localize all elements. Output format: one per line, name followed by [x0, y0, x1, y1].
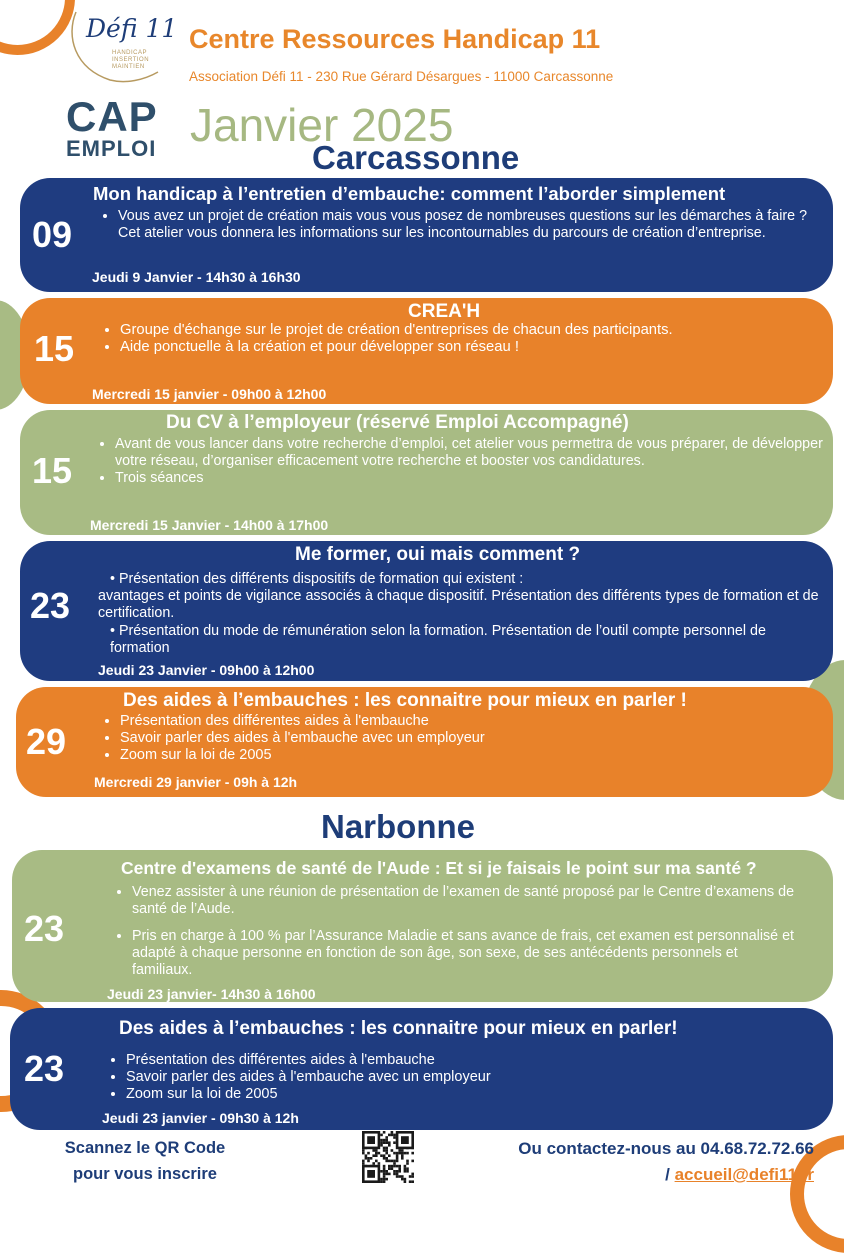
org-address: Association Défi 11 - 230 Rue Gérard Désargues - 11000 Carcassonne	[189, 69, 614, 84]
event-bullet: • Savoir parler des aides à l'embauche avec un employeur	[126, 1069, 726, 1086]
cap-emploi-logo	[66, 93, 166, 161]
defi11-logo-tagline: HANDICAP INSERTION MAINTIEN	[112, 50, 150, 70]
event-card	[20, 541, 833, 681]
event-datetime: Jeudi 23 janvier - 09h30 à 12h	[102, 1110, 299, 1126]
event-bullet: • Zoom sur la loi de 2005	[120, 747, 720, 764]
event-bullet: • Aide ponctuelle à la création et pour développer son réseau !	[120, 339, 740, 356]
event-bullet: • Présentation des différentes aides à l'embauche	[126, 1052, 726, 1069]
event-bullets	[114, 884, 802, 979]
decor-orange-circle-top-left	[0, 0, 75, 55]
event-card	[20, 178, 833, 292]
event-card	[12, 850, 833, 1002]
event-bullet: • Trois séances	[115, 470, 844, 487]
scan-line-2: pour vous inscrire	[73, 1165, 217, 1183]
event-bullets	[102, 322, 740, 356]
event-bullet: • Zoom sur la loi de 2005	[126, 1086, 726, 1103]
cap-logo-text: CAP	[66, 93, 158, 140]
event-title: CREA'H	[408, 301, 481, 322]
event-card	[16, 687, 833, 797]
event-bullet: • Présentation des différentes aides à l'embauche	[120, 713, 720, 730]
event-title: Me former, oui mais comment ?	[295, 544, 581, 565]
event-bullets	[102, 713, 720, 764]
city-heading-carcassonne: Carcassonne	[312, 139, 520, 176]
event-day: 29	[26, 721, 67, 762]
event-title: Des aides à l’embauches : les connaitre pour mieux en parler!	[119, 1018, 678, 1039]
contact-email-line	[440, 1162, 814, 1188]
event-bullet-continued: avantages et points de vigilance associés à chaque dispositif. Présentation des différents types de formation et de certification.	[98, 588, 819, 621]
event-title: Centre d'examens de santé de l'Aude : Et si je faisais le point sur ma santé ?	[121, 858, 757, 878]
event-datetime: Jeudi 23 janvier- 14h30 à 16h00	[107, 986, 316, 1002]
event-bullets	[108, 1052, 726, 1103]
defi11-logo-text: Défi 11	[86, 14, 178, 43]
defi11-logo	[66, 6, 178, 84]
contact-email-link[interactable]: accueil@defi11.fr	[674, 1165, 814, 1184]
org-title: Centre Ressources Handicap 11	[189, 24, 601, 54]
email-separator: /	[665, 1165, 675, 1184]
event-title: Mon handicap à l’entretien d’embauche: comment l’aborder simplement	[93, 183, 726, 204]
event-bullet: • Groupe d'échange sur le projet de création d'entreprises de chacun des participants.	[120, 322, 740, 339]
event-bullets	[97, 436, 844, 487]
event-day: 23	[24, 1048, 65, 1089]
event-title: Du CV à l’employeur (réservé Emploi Accompagné)	[166, 412, 629, 433]
event-datetime: Mercredi 29 janvier - 09h à 12h	[94, 774, 298, 790]
event-datetime: Jeudi 9 Janvier - 14h30 à 16h30	[92, 269, 301, 285]
footer-scan-text	[40, 1135, 250, 1187]
emploi-logo-text: EMPLOI	[66, 136, 157, 161]
event-card	[20, 298, 833, 404]
footer-contact	[440, 1136, 814, 1188]
event-day: 09	[32, 214, 73, 255]
scan-line-1: Scannez le QR Code	[64, 1139, 226, 1157]
event-title: Des aides à l’embauches : les connaitre pour mieux en parler !	[123, 690, 687, 711]
event-bullet: • Venez assister à une réunion de présentation de l’examen de santé proposé par le Centre d’examens de santé de l’Aude.	[132, 884, 802, 918]
event-bullet: • Savoir parler des aides à l'embauche avec un employeur	[120, 730, 720, 747]
event-bullet: • Présentation des différents dispositifs de formation qui existent :	[110, 571, 524, 587]
event-day: 23	[24, 908, 65, 949]
event-day: 23	[30, 585, 71, 626]
event-datetime: Mercredi 15 Janvier - 14h00 à 17h00	[90, 517, 329, 533]
event-bullets	[100, 208, 818, 242]
event-bullet: • Pris en charge à 100 % par l’Assurance Maladie et sans avance de frais, cet examen est personnalisé et adapté à chaque personne en fonction de son âge, son sexe, de ses antécédents personnels et familiaux.	[132, 928, 802, 979]
event-datetime: Jeudi 23 Janvier - 09h00 à 12h00	[98, 662, 315, 678]
event-day: 15	[34, 328, 75, 369]
event-bullet: • Avant de vous lancer dans votre recherche d’emploi, cet atelier vous permettra de vous préparer, de développer votre réseau, d’organiser efficacement votre recherche et booster vos candidatures.	[115, 436, 844, 470]
city-heading-narbonne: Narbonne	[321, 808, 476, 845]
month-heading: Janvier 2025	[190, 99, 454, 151]
event-card	[20, 410, 833, 535]
contact-phone: Ou contactez-nous au 04.68.72.72.66	[518, 1139, 814, 1158]
event-card	[10, 1008, 833, 1130]
event-bullet: • Vous avez un projet de création mais vous vous posez de nombreuses questions sur les démarches à faire ? Cet atelier vous donnera les informations sur les incontournables du parcours de création d’entreprise.	[118, 208, 818, 242]
event-datetime: Mercredi 15 janvier - 09h00 à 12h00	[92, 386, 327, 402]
event-bullet: • Présentation du mode de rémunération selon la formation. Présentation de l’outil compte personnel de formation	[110, 623, 766, 656]
qr-code-graphic	[356, 1131, 420, 1183]
event-day: 15	[32, 450, 73, 491]
qr-code-icon[interactable]	[356, 1131, 420, 1183]
